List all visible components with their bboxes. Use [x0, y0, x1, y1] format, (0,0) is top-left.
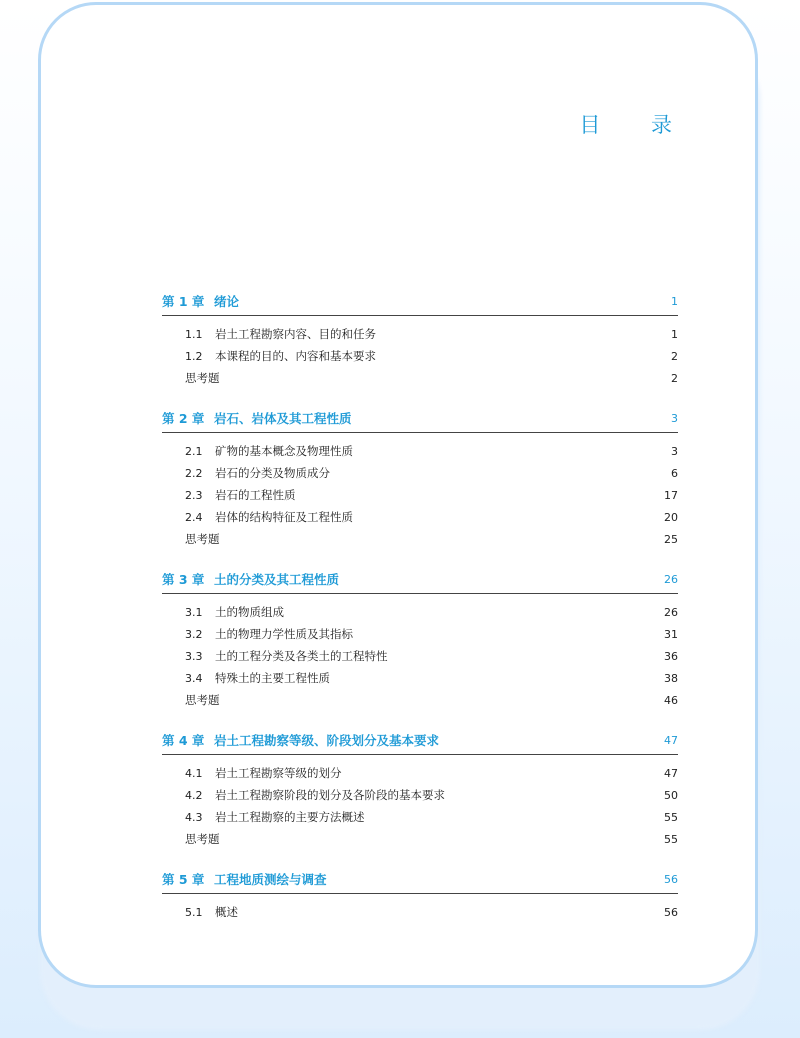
toc-entry[interactable]: [162, 762, 678, 784]
toc-entry[interactable]: [162, 345, 678, 367]
chapter-entries: [162, 894, 678, 925]
entry-title: 本课程的目的、内容和基本要求: [215, 349, 376, 363]
entry-page: 17: [664, 488, 678, 502]
entry-page: 46: [664, 693, 678, 707]
entry-title: 岩土工程勘察阶段的划分及各阶段的基本要求: [215, 788, 445, 802]
entry-page: 55: [664, 832, 678, 846]
entry-page: 20: [664, 510, 678, 524]
chapter-number: 第 3 章: [162, 572, 205, 587]
chapter-number: 第 2 章: [162, 411, 205, 426]
entry-number: 1.1: [185, 327, 203, 341]
toc-entry[interactable]: [162, 323, 678, 345]
chapter-title: 岩石、岩体及其工程性质: [214, 411, 352, 426]
entry-title: 土的工程分类及各类土的工程特性: [215, 649, 388, 663]
entry-number: 2.1: [185, 444, 203, 458]
entry-page: 1: [671, 327, 678, 341]
toc-entry[interactable]: [162, 901, 678, 923]
chapter-page: 3: [671, 411, 678, 425]
entry-number: 2.3: [185, 488, 203, 502]
toc-entry-questions[interactable]: [162, 828, 678, 850]
toc-entry[interactable]: [162, 806, 678, 828]
entry-title: 思考题: [185, 832, 220, 846]
entry-title: 概述: [215, 905, 238, 919]
entry-number: 3.3: [185, 649, 203, 663]
entry-title: 岩体的结构特征及工程性质: [215, 510, 353, 524]
toc-entry[interactable]: [162, 484, 678, 506]
entry-number: 3.1: [185, 605, 203, 619]
chapter-page: 26: [664, 572, 678, 586]
chapter-title: 绪论: [214, 294, 240, 309]
chapter-page: 56: [664, 872, 678, 886]
entry-page: 31: [664, 627, 678, 641]
toc-entry[interactable]: [162, 440, 678, 462]
chapter-number: 第 5 章: [162, 872, 205, 887]
entry-number: 3.2: [185, 627, 203, 641]
entry-number: 4.1: [185, 766, 203, 780]
entry-page: 2: [671, 349, 678, 363]
toc-entry[interactable]: [162, 462, 678, 484]
entry-number: 3.4: [185, 671, 203, 685]
toc-heading: 目 录: [579, 113, 694, 137]
entry-page: 2: [671, 371, 678, 385]
entry-title: 特殊土的主要工程性质: [215, 671, 330, 685]
entry-number: 4.2: [185, 788, 203, 802]
entry-number: 5.1: [185, 905, 203, 919]
entry-title: 思考题: [185, 371, 220, 385]
toc-entry-questions[interactable]: [162, 367, 678, 389]
entry-page: 36: [664, 649, 678, 663]
chapter-number: 第 4 章: [162, 733, 205, 748]
chapter-entries: [162, 433, 678, 552]
entry-title: 思考题: [185, 532, 220, 546]
entry-title: 思考题: [185, 693, 220, 707]
toc-entry[interactable]: [162, 506, 678, 528]
entry-page: 56: [664, 905, 678, 919]
entry-number: 1.2: [185, 349, 203, 363]
entry-title: 矿物的基本概念及物理性质: [215, 444, 353, 458]
entry-number: 4.3: [185, 810, 203, 824]
entry-page: 47: [664, 766, 678, 780]
chapter-heading[interactable]: [162, 290, 678, 316]
entry-page: 3: [671, 444, 678, 458]
entry-title: 岩石的工程性质: [215, 488, 296, 502]
chapter-entries: [162, 316, 678, 391]
toc-entry[interactable]: [162, 601, 678, 623]
chapter-heading[interactable]: [162, 868, 678, 894]
entry-title: 岩土工程勘察的主要方法概述: [215, 810, 365, 824]
entry-title: 岩土工程勘察内容、目的和任务: [215, 327, 376, 341]
entry-page: 6: [671, 466, 678, 480]
chapter-page: 1: [671, 294, 678, 308]
toc-entry[interactable]: [162, 667, 678, 689]
entry-page: 55: [664, 810, 678, 824]
chapter-title: 岩土工程勘察等级、阶段划分及基本要求: [214, 733, 440, 748]
chapter-entries: [162, 755, 678, 852]
toc-entry-questions[interactable]: [162, 689, 678, 711]
entry-page: 50: [664, 788, 678, 802]
entry-number: 2.4: [185, 510, 203, 524]
entry-page: 25: [664, 532, 678, 546]
entry-title: 土的物质组成: [215, 605, 284, 619]
chapter-heading[interactable]: [162, 729, 678, 755]
chapter-heading[interactable]: [162, 407, 678, 433]
entry-page: 26: [664, 605, 678, 619]
chapter-title: 土的分类及其工程性质: [214, 572, 340, 587]
toc-entry[interactable]: [162, 623, 678, 645]
entry-page: 38: [664, 671, 678, 685]
chapter-page: 47: [664, 733, 678, 747]
chapter-number: 第 1 章: [162, 294, 205, 309]
toc-entry[interactable]: [162, 645, 678, 667]
toc-entry-questions[interactable]: [162, 528, 678, 550]
entry-title: 岩石的分类及物质成分: [215, 466, 330, 480]
chapter-title: 工程地质测绘与调查: [214, 872, 327, 887]
entry-title: 土的物理力学性质及其指标: [215, 627, 353, 641]
chapter-entries: [162, 594, 678, 713]
table-of-contents: [162, 290, 678, 925]
toc-entry[interactable]: [162, 784, 678, 806]
entry-number: 2.2: [185, 466, 203, 480]
entry-title: 岩土工程勘察等级的划分: [215, 766, 342, 780]
chapter-heading[interactable]: [162, 568, 678, 594]
